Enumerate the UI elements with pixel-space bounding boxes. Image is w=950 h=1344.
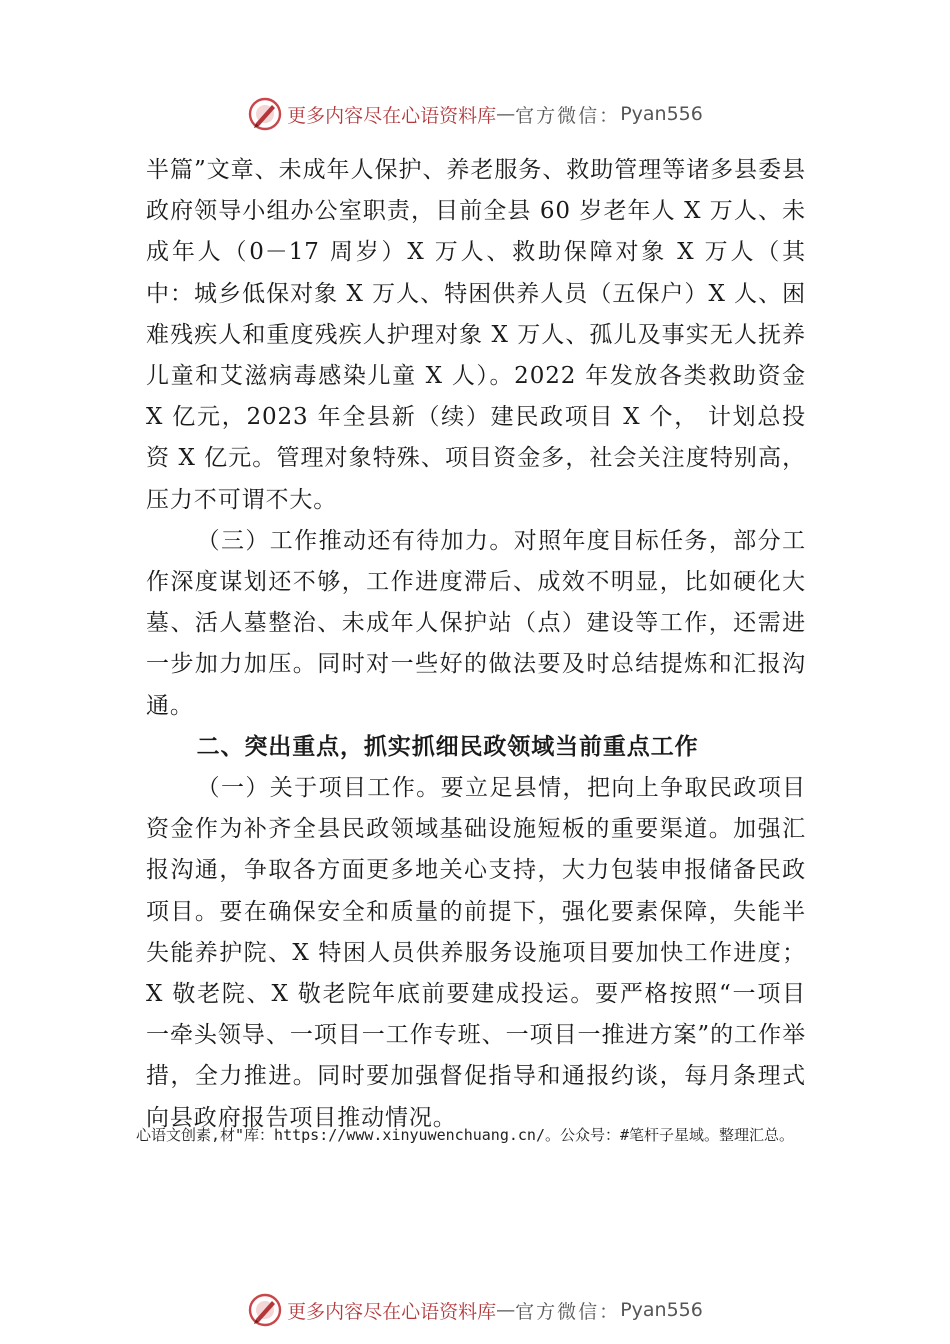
paragraph-lead: （一）关于项目工作。 bbox=[196, 775, 441, 802]
banner-separator: — bbox=[496, 103, 516, 125]
banner-main-text: 更多内容尽在心语资料库 bbox=[287, 1300, 497, 1323]
bottom-banner bbox=[0, 1290, 950, 1330]
banner-wechat-label: 官方微信： bbox=[515, 104, 621, 127]
banner-separator: — bbox=[496, 1299, 516, 1321]
top-banner bbox=[0, 94, 950, 134]
banner-main-text: 更多内容尽在心语资料库 bbox=[287, 104, 497, 127]
paragraph-one bbox=[146, 768, 806, 1139]
paragraph-body: 对照年度目标任务，部分工作深度谋划还不够，工作进度滞后、成效不明显，比如硬化大墓、活人墓整治、未成年人保护站（点）建设等工作，还需进一步加力加压。同时对一些好的做法要及时总结提炼和汇报沟通。 bbox=[146, 527, 806, 719]
paragraph-lead: （三）工作推动还有待加力。 bbox=[196, 527, 514, 554]
pen-logo-icon bbox=[247, 96, 283, 132]
pen-logo-icon bbox=[247, 1292, 283, 1328]
banner-wechat-label: 官方微信： bbox=[515, 1300, 621, 1323]
section-heading: 二、突出重点，抓实抓细民政领域当前重点工作 bbox=[196, 733, 699, 760]
source-note: 心语文创素,材"库：https://www.xinyuwenchuang.cn/。公众号：#笔杆子星域。整理汇总。 bbox=[136, 1126, 795, 1144]
document-body bbox=[146, 150, 806, 1139]
banner-wechat-id: Pyan556 bbox=[620, 103, 703, 125]
banner-wechat-id: Pyan556 bbox=[620, 1299, 703, 1321]
paragraph-three bbox=[146, 521, 806, 727]
paragraph-continued: 半篇”文章、未成年人保护、养老服务、救助管理等诸多县委县政府领导小组办公室职责，目前全县 60 岁老年人 X 万人、未成年人（0－17 周岁）X 万人、救助保障对象 X 万人（其中：城乡低保对象 X 万人、特困供养人员（五保户）X 人、困难残疾人和重度残疾人护理对象 X 万人、孤儿及事实无人抚养儿童和艾滋病毒感染儿童 X 人）。2022 年发放各类救助资金 X 亿元，2023 年全县新（续）建民政项目 X 个， 计划总投资 X 亿元。管理对象特殊、项目资金多，社会关注度特别高，压力不可谓不大。 bbox=[146, 157, 806, 513]
paragraph-body: 要立足县情，把向上争取民政项目资金作为补齐全县民政领域基础设施短板的重要渠道。加强汇报沟通，争取各方面更多地关心支持，大力包装申报储备民政项目。要在确保安全和质量的前提下，强化要素保障，失能半失能养护院、X 特困人员供养服务设施项目要加快工作进度；X 敬老院、X 敬老院年底前要建成投运。要严格按照“一项目一牵头领导、一项目一工作专班、一项目一推进方案”的工作举措，全力推进。同时要加强督促指导和通报约谈，每月条理式向县政府报告项目推动情况。 bbox=[146, 775, 807, 1131]
